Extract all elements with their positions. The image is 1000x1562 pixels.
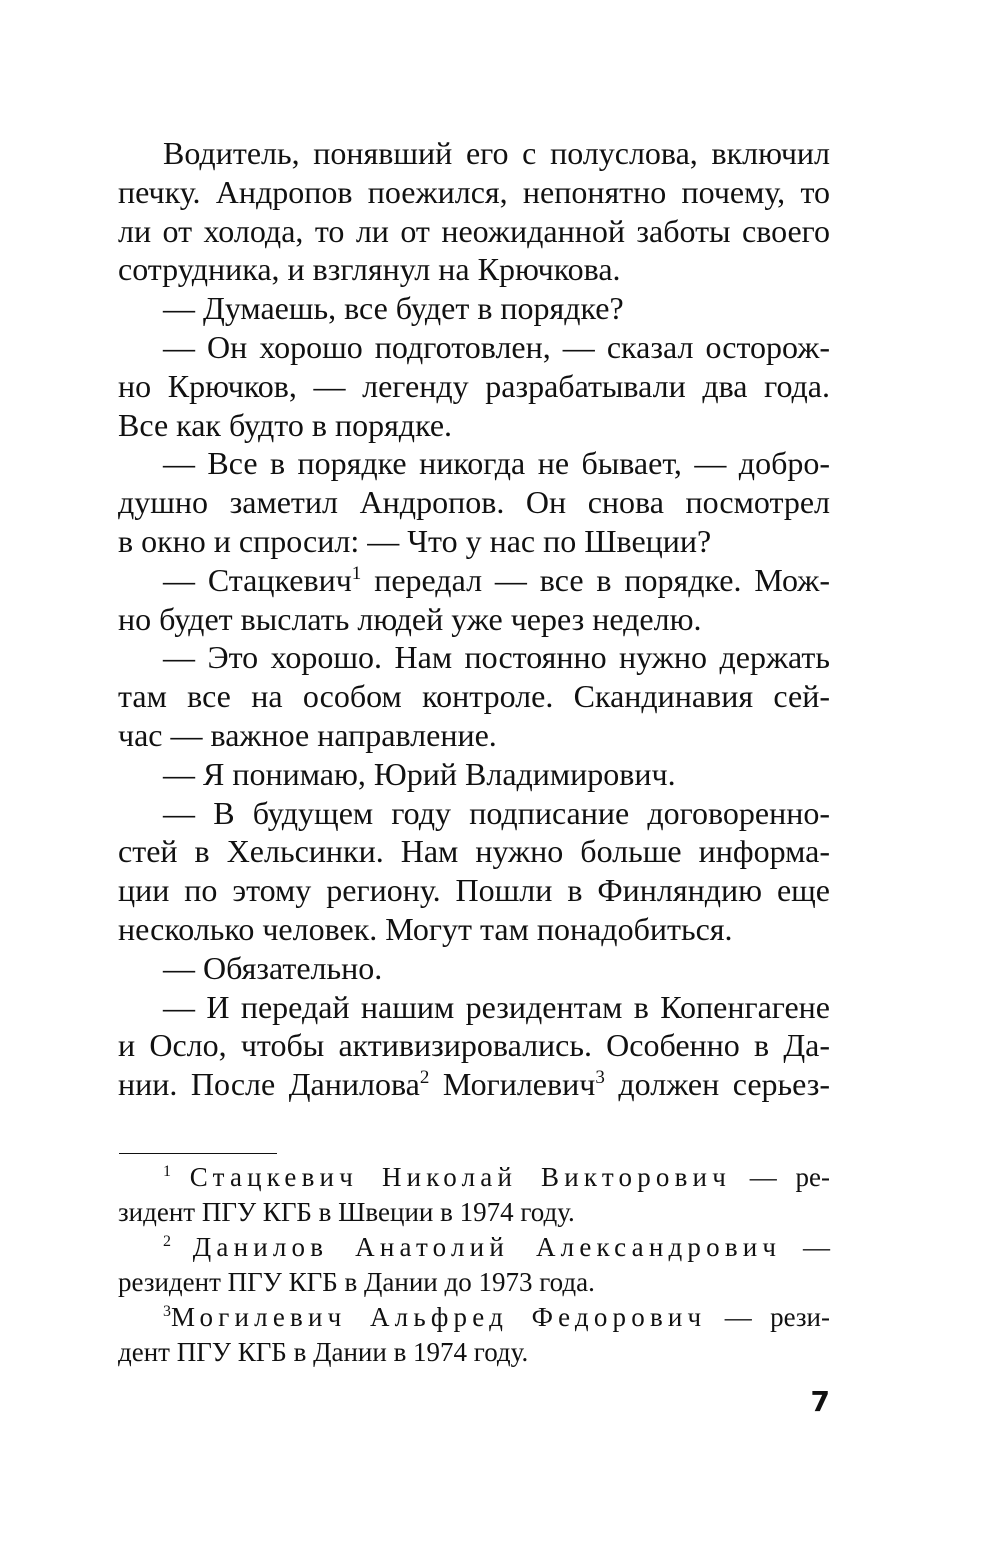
page-number: 7 [810,1385,830,1418]
text-fragment: должен серьез- [604,1066,831,1103]
text-line: час — важное направление. [118,716,497,753]
text-line: в окно и спросил: — Что у нас по Швеции? [118,522,712,559]
text-line: но Крючков, — легенду разрабатывали два года. [118,367,830,404]
footnote-person-name: Могилевич Альфред Федорович [171,1302,707,1332]
text-line: ли от холода, то ли от неожиданной заботы своего [118,212,830,249]
footnote-divider [119,1153,277,1154]
footnotes [118,1160,830,1370]
text-fragment: Могилевич [429,1066,596,1103]
text-line: — Обязательно. [163,949,383,986]
text-line: Все как будто в порядке. [118,406,453,443]
text-line: печку. Андропов поежился, непонятно почему, то [118,173,830,210]
text-fragment: нии. После Данилова [118,1066,420,1103]
footnote [118,1160,830,1229]
footnote-person-name: Стацкевич Николай Викторович [189,1162,731,1192]
text-line: сотрудника, и взглянул на Крючкова. [118,251,621,288]
text-line: но будет выслать людей уже через неделю. [118,600,702,637]
footnote [118,1300,830,1369]
footnote-line: зидент ПГУ КГБ в Швеции в 1974 году. [118,1196,575,1227]
text-line: — В будущем году подписание договоренно- [163,794,830,831]
text-line [118,561,830,600]
footnote [118,1230,830,1299]
footnote-text: — ре- [731,1162,830,1192]
footnote-number: 3 [163,1303,171,1320]
footnote-person-name: Данилов Анатолий Александрович [192,1232,782,1262]
text-line: — Это хорошо. Нам постоянно нужно держать [163,639,830,676]
text-line: — Я понимаю, Юрий Владимирович. [163,755,676,792]
footnote-number: 2 [163,1233,171,1250]
footnote-line [118,1230,830,1265]
text-line: и Осло, чтобы активизировались. Особенно в Да- [118,1027,830,1064]
footnote-line: дент ПГУ КГБ в Дании в 1974 году. [118,1336,529,1367]
footnote-line: резидент ПГУ КГБ в Дании до 1973 года. [118,1266,595,1297]
text-line: душно заметил Андропов. Он снова посмотрел [118,484,830,521]
footnote-text: — рези- [706,1302,830,1332]
text-line: ции по этому региону. Пошли в Финляндию еще [118,872,830,909]
text-line: — Все в порядке никогда не бывает, — добро- [163,445,830,482]
text-line: Водитель, понявший его с полуслова, включил [163,135,830,171]
text-line: — Он хорошо подготовлен, — сказал осторож- [163,328,830,365]
text-fragment: передал — все в порядке. Мож- [374,561,831,598]
footnote-line [118,1160,830,1195]
text-line: стей в Хельсинки. Нам нужно больше информа- [118,833,830,870]
text-fragment: — Стацкевич [163,561,352,598]
footnote-ref[interactable]: 1 [351,562,362,584]
text-line: — Думаешь, все будет в порядке? [163,290,624,327]
text-line: там все на особом контроле. Скандинавия сей- [118,678,830,715]
footnote-ref[interactable]: 3 [595,1067,605,1089]
footnote-line [118,1300,830,1335]
main-text [118,134,830,1104]
footnote-number: 1 [163,1163,171,1180]
footnote-ref[interactable]: 2 [419,1067,430,1089]
text-line: несколько человек. Могут там понадобиться. [118,910,733,947]
text-line [118,1065,830,1104]
footnote-text: — [781,1232,830,1262]
text-line: — И передай нашим резидентам в Копенгагене [163,988,830,1025]
